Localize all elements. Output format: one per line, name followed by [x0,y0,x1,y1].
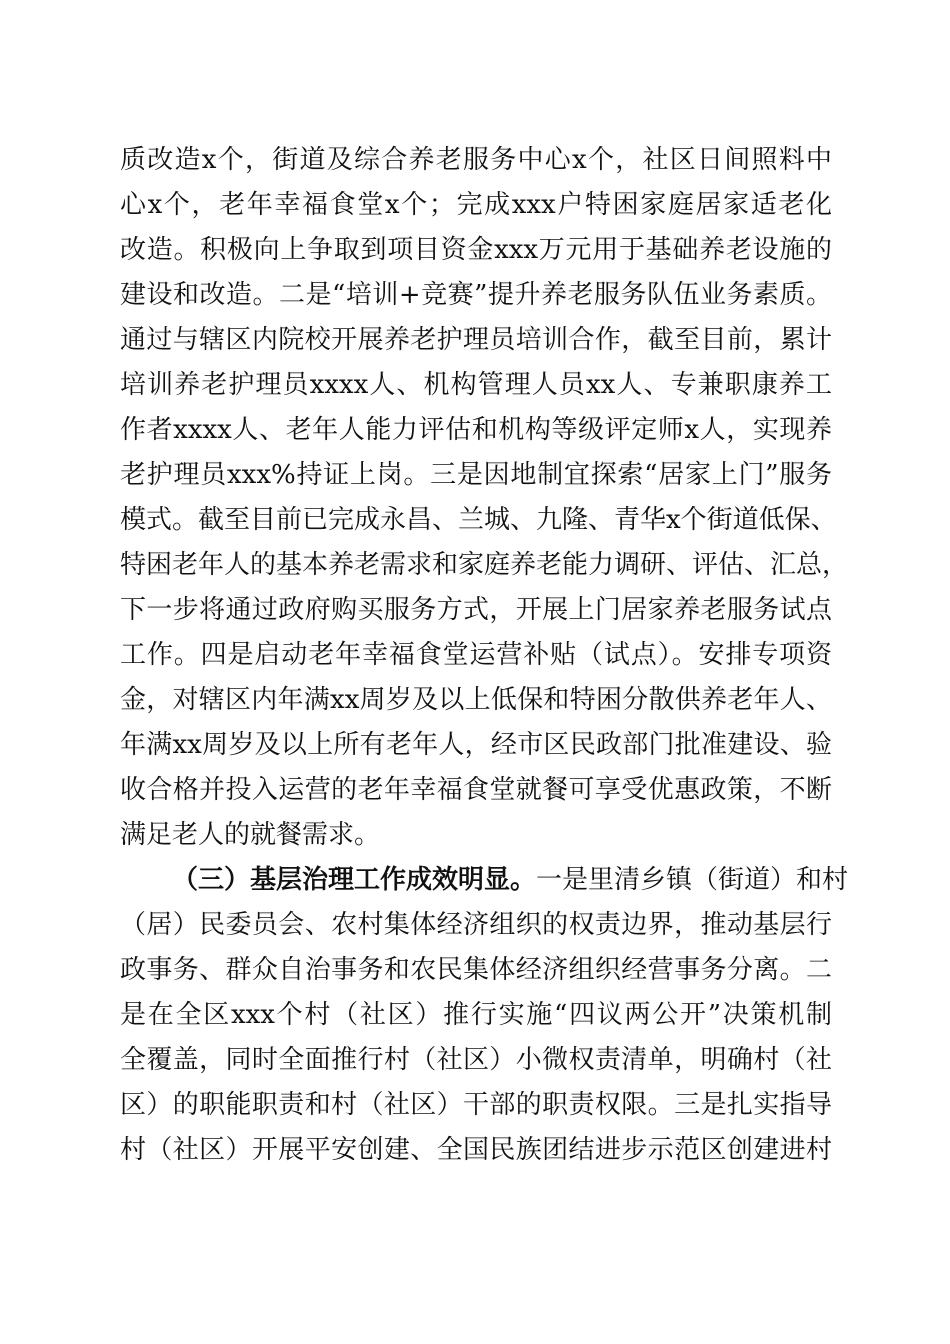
body-text-line: 作者xxxx人、老年人能力评估和机构等级评定师x人，实现养 [120,415,832,445]
body-text-line: 建设和改造。二是“培训+竞赛”提升养老服务队伍业务素质。 [120,280,832,310]
section-heading: （三）基层治理工作成效明显。 [172,865,537,895]
body-text-line: 区）的职能职责和村（社区）干部的职责权限。三是扎实指导 [120,1090,832,1120]
body-text-line: 金，对辖区内年满xx周岁及以上低保和特困分散供养老年人、 [120,685,832,715]
body-text-line: 是在全区xxx个村（社区）推行实施“四议两公开”决策机制 [120,1000,832,1030]
body-text-line: 培训养老护理员xxxx人、机构管理人员xx人、专兼职康养工 [120,370,832,400]
body-text-line: 工作。四是启动老年幸福食堂运营补贴（试点）。安排专项资 [120,640,832,670]
body-text-line: 老护理员xxx%持证上岗。三是因地制宜探索“居家上门”服务 [120,460,832,490]
body-text-line: 改造。积极向上争取到项目资金xxx万元用于基础养老设施的 [120,235,832,265]
body-text-line: 收合格并投入运营的老年幸福食堂就餐可享受优惠政策，不断 [120,775,832,805]
body-text-line: 村（社区）开展平安创建、全国民族团结进步示范区创建进村 [120,1135,832,1165]
body-text-line: 特困老年人的基本养老需求和家庭养老能力调研、评估、汇总， [120,550,849,580]
body-text-line: 通过与辖区内院校开展养老护理员培训合作，截至目前，累计 [120,325,832,355]
body-text-line: 年满xx周岁及以上所有老年人，经市区民政部门批准建设、验 [120,730,832,760]
body-text-line: 政事务、群众自治事务和农民集体经济组织经营事务分离。二 [120,955,832,985]
body-text-line: 满足老人的就餐需求。 [120,820,381,850]
body-text-line: 下一步将通过政府购买服务方式，开展上门居家养老服务试点 [120,595,832,625]
body-text-line: 质改造x个，街道及综合养老服务中心x个，社区日间照料中 [120,145,832,175]
body-text-line: （居）民委员会、农村集体经济组织的权责边界，推动基层行 [120,910,832,940]
body-text-line: 全覆盖，同时全面推行村（社区）小微权责清单，明确村（社 [120,1045,832,1075]
body-text-line: 心x个，老年幸福食堂x个；完成xxx户特困家庭居家适老化 [120,190,832,220]
section-heading-line [172,860,849,900]
section-first-line-text: 一是里清乡镇（街道）和村 [536,865,849,895]
body-text-line: 模式。截至目前已完成永昌、兰城、九隆、青华x个街道低保、 [120,505,837,535]
